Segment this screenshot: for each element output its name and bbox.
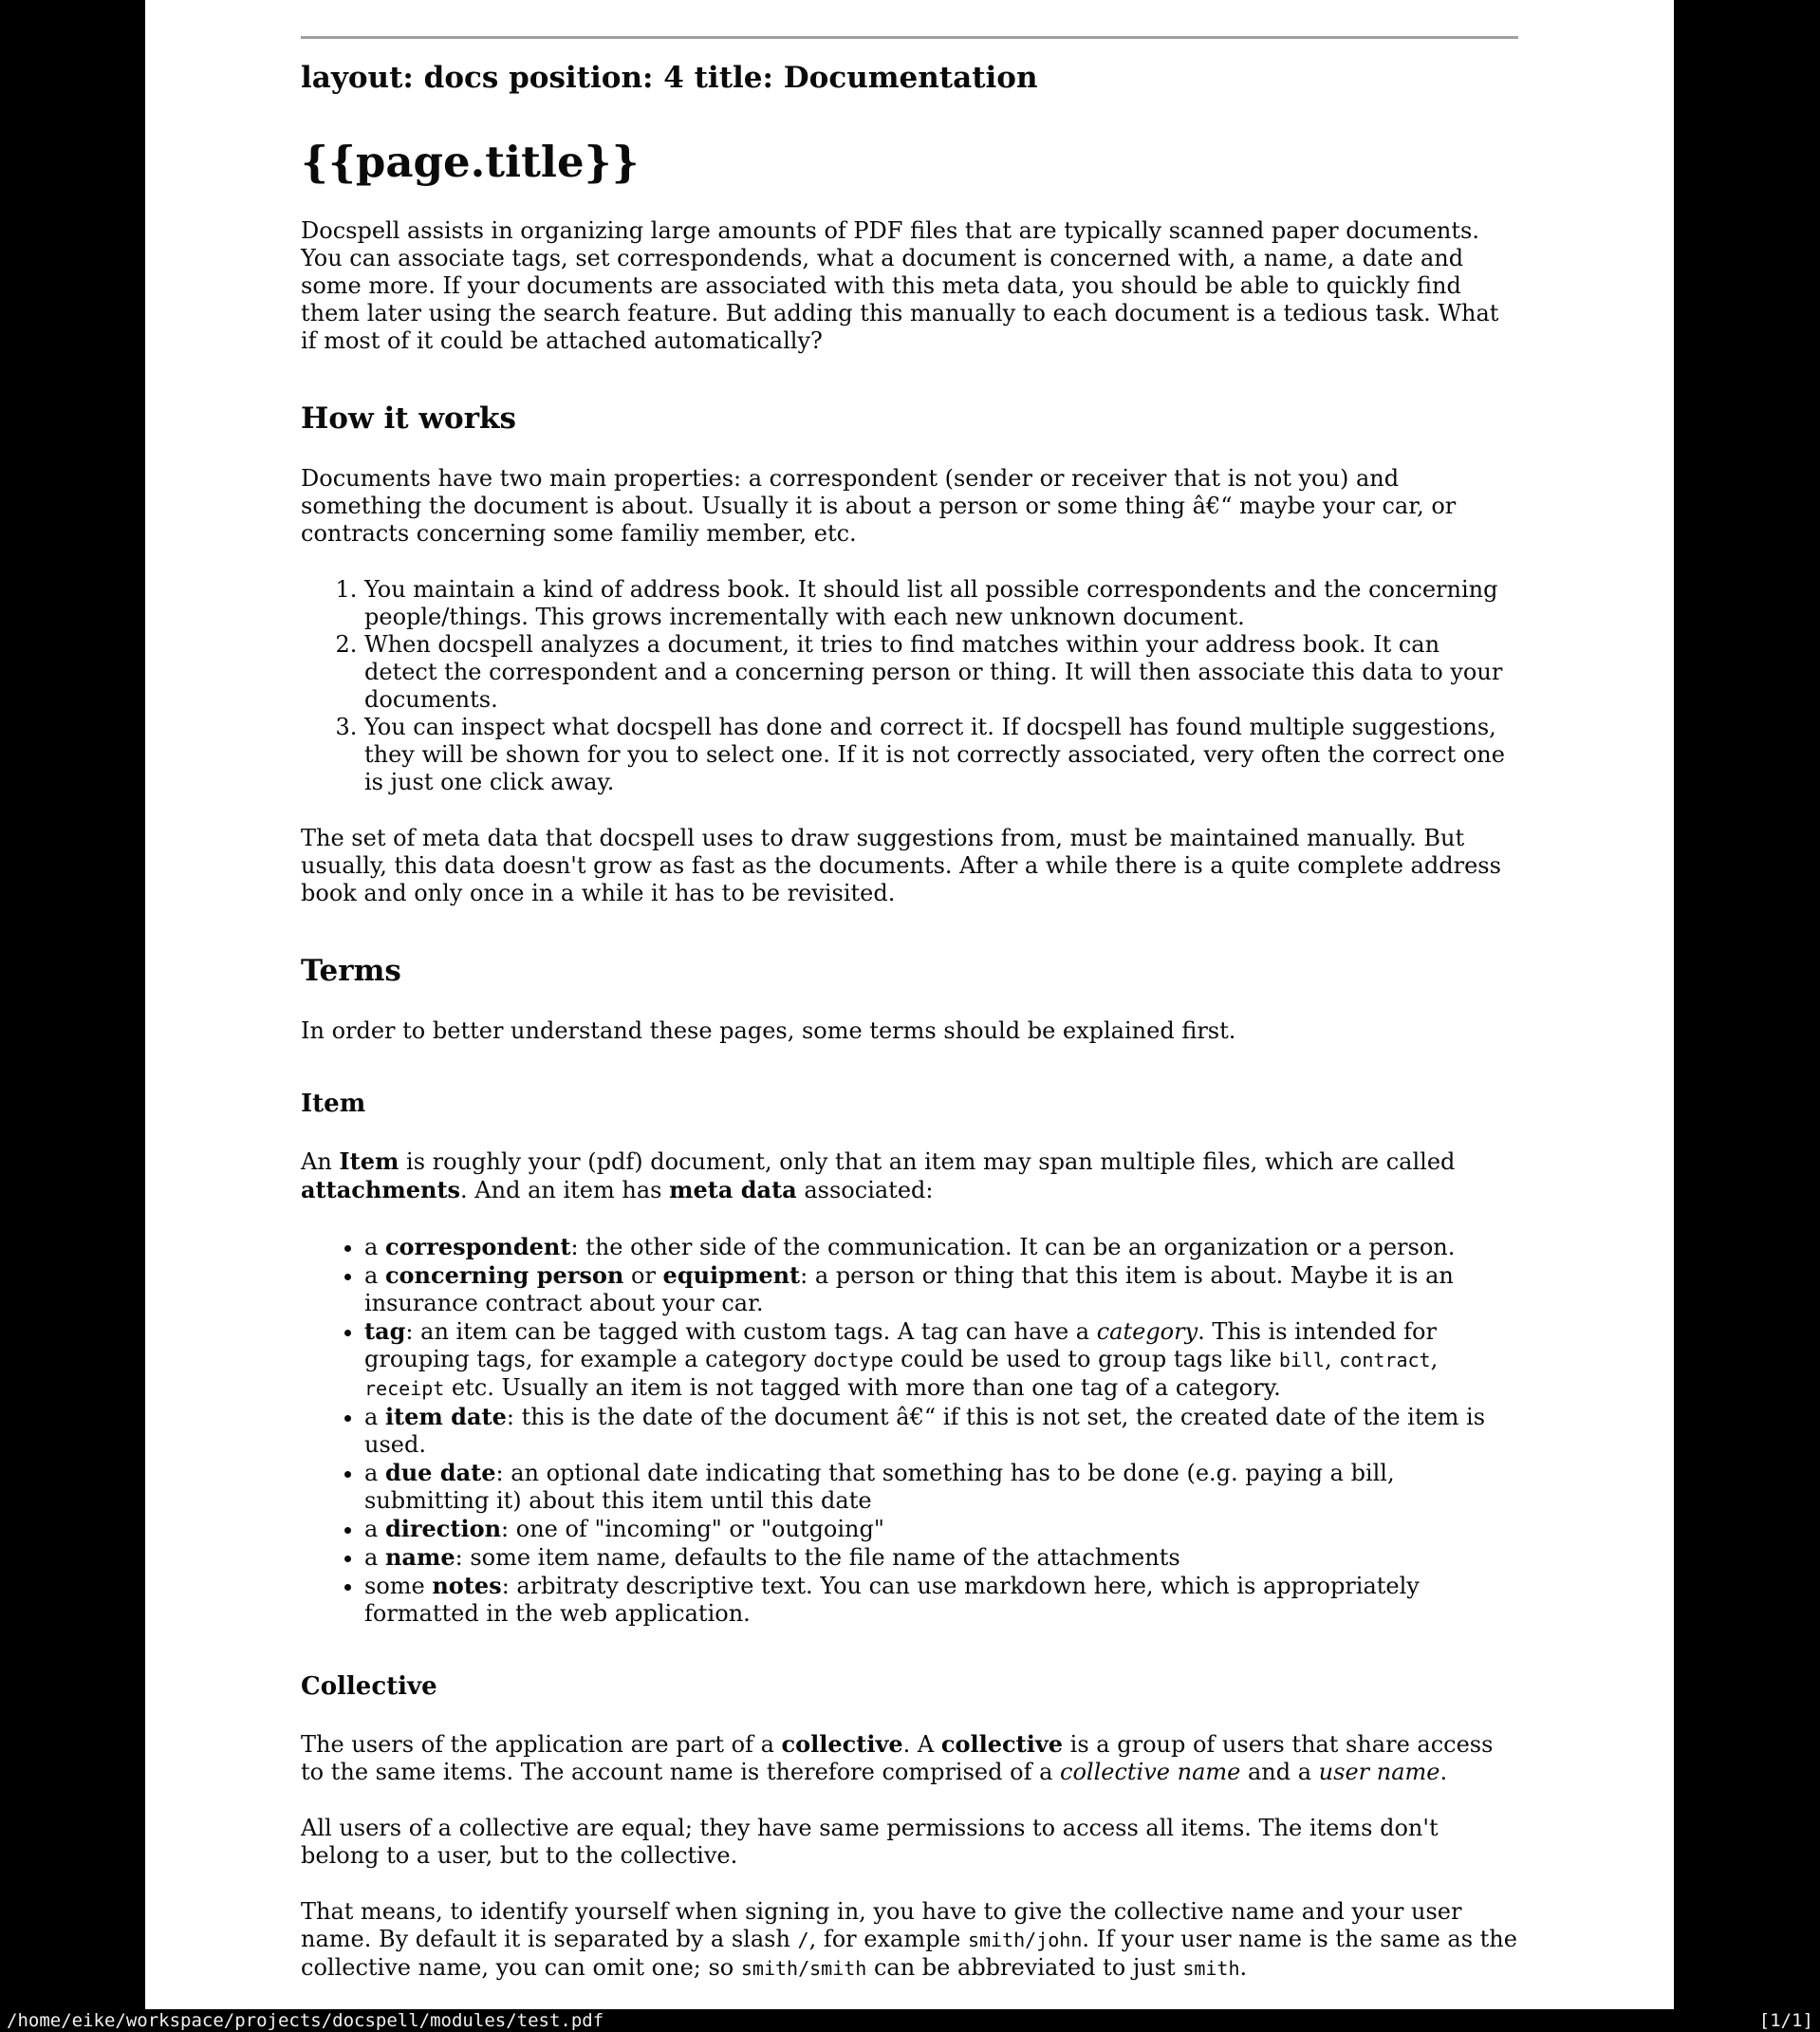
list-item: [364, 1233, 1518, 1261]
text-segment: direction: [384, 1515, 502, 1542]
text-segment: or: [623, 1262, 663, 1289]
meta-title-heading: layout: docs position: 4 title: Documentation: [301, 61, 1038, 95]
text-segment: . A: [902, 1731, 941, 1758]
text-segment: .: [1439, 1759, 1448, 1785]
text-segment: : one of "incoming" or "outgoing": [501, 1516, 884, 1542]
text-segment: : an optional date indicating that something has to be done (e.g. paying a bill, submitting it) about this item until this date: [364, 1460, 1395, 1514]
statusbar-file-path: /home/eike/workspace/projects/docspell/modules/test.pdf: [7, 2010, 604, 2031]
intro-paragraph: Docspell assists in organizing large amounts of PDF files that are typically scanned paper documents. You can associate tags, set correspondends, what a document is concerned with, a name, a date and some more. If your documents are associated with this meta data, you should be able to quickly find them later using the search feature. But adding this manually to each document is a tedious task. What if most of it could be attached automatically?: [301, 217, 1499, 354]
top-rule: [301, 36, 1518, 39]
text-segment: due date: [384, 1459, 496, 1486]
text-segment: tag: [364, 1317, 406, 1345]
text-segment: is roughly your (pdf) document, only that an item may span multiple files, which are called: [399, 1148, 1456, 1175]
list-item: 2. When docspell analyzes a document, it tries to find matches within your address book. It can detect the correspondent and a concerning person or thing. It will then associate this data to your documents.: [364, 631, 1518, 714]
text-segment: etc. Usually an item is not tagged with more than one tag of a category.: [444, 1374, 1281, 1401]
text-segment: ,: [1324, 1346, 1340, 1372]
list-item: [364, 1459, 1518, 1515]
section-heading-how-it-works: How it works: [301, 401, 516, 436]
text-segment: name: [384, 1543, 455, 1571]
text-segment: a: [364, 1262, 385, 1289]
text-segment: doctype: [813, 1349, 894, 1371]
list-item: [364, 1261, 1518, 1317]
text-segment: : some item name, defaults to the file name of the attachments: [455, 1544, 1180, 1571]
collective-paragraph-2: All users of a collective are equal; they have same permissions to access all items. The items don't belong to a user, but to the collective.: [301, 1815, 1439, 1869]
text-segment: a: [364, 1460, 385, 1486]
text-segment: category: [1096, 1318, 1198, 1345]
terms-intro-paragraph: In order to better understand these pages, some terms should be explained first.: [301, 1017, 1236, 1044]
text-segment: concerning person: [384, 1261, 624, 1289]
text-segment: user name: [1318, 1759, 1440, 1785]
text-segment: .: [1239, 1954, 1248, 1981]
text-segment: meta data: [669, 1176, 797, 1203]
collective-paragraph-1: [301, 1730, 1518, 1786]
document-content: [145, 36, 1674, 1983]
text-segment: : arbitraty descriptive text. You can use markdown here, which is appropriately formatted in the web application.: [364, 1573, 1420, 1627]
item-meta-data-list: [301, 1233, 1518, 1628]
text-segment: item date: [384, 1403, 507, 1430]
list-item: [364, 1317, 1518, 1403]
text-segment: . And an item has: [460, 1177, 670, 1203]
item-intro-paragraph: [301, 1147, 1518, 1204]
text-segment: An: [301, 1148, 340, 1175]
text-segment: collective: [940, 1730, 1064, 1758]
subsection-heading-item: Item: [301, 1090, 366, 1118]
list-item: [364, 1543, 1518, 1572]
how-it-works-steps-list: [301, 576, 1518, 796]
text-segment: bill: [1278, 1349, 1325, 1371]
list-item: [364, 1572, 1518, 1628]
list-item: 3. You can inspect what docspell has done and correct it. If docspell has found multiple suggestions, they will be shown for you to select one. If it is not correctly associated, very often the correct one is just one click away.: [364, 714, 1518, 796]
text-segment: . This is intended for grouping tags, for example a category: [364, 1318, 1437, 1372]
text-segment: Item: [339, 1147, 399, 1175]
text-segment: . If your user name is the same as the collective name, you can omit one; so: [301, 1926, 1517, 1981]
text-segment: a: [364, 1234, 385, 1260]
list-item: [364, 1515, 1518, 1543]
page-title-heading: {{page.title}}: [301, 137, 640, 187]
text-segment: could be used to group tags like: [893, 1346, 1279, 1372]
statusbar-page-indicator: [1/1]: [1758, 2010, 1813, 2031]
text-segment: : the other side of the communication. It can be an organization or a person.: [570, 1234, 1456, 1260]
text-segment: collective: [781, 1730, 903, 1758]
list-item: 1. You maintain a kind of address book. It should list all possible correspondents and the concerning people/things. This grows incrementally with each new unknown document.: [364, 576, 1518, 631]
pdf-page: [145, 0, 1674, 2009]
list-item: [364, 1403, 1518, 1459]
text-segment: some: [364, 1573, 433, 1599]
how-it-works-outro-paragraph: The set of meta data that docspell uses to draw suggestions from, must be maintained manually. But usually, this data doesn't grow as fast as the documents. After a while there is a quite complete address book and only once in a while it has to be revisited.: [301, 825, 1501, 906]
text-segment: correspondent: [384, 1233, 571, 1260]
text-segment: , for example: [808, 1926, 968, 1952]
text-segment: contract: [1339, 1349, 1431, 1371]
text-segment: can be abbreviated to just: [866, 1954, 1183, 1981]
text-segment: smith: [1182, 1957, 1240, 1980]
text-segment: a: [364, 1516, 385, 1542]
text-segment: : an item can be tagged with custom tags. A tag can have a: [405, 1318, 1097, 1345]
text-segment: ,: [1430, 1346, 1439, 1372]
text-segment: : a person or thing that this item is about. Maybe it is an insurance contract about your car.: [364, 1262, 1454, 1316]
text-segment: smith/smith: [740, 1957, 867, 1980]
how-it-works-intro-paragraph: Documents have two main properties: a correspondent (sender or receiver that is not you) and something the document is about. Usually it is about a person or some thing â€“ maybe your car, or contracts concerning some familiy member, etc.: [301, 465, 1457, 547]
text-segment: a: [364, 1544, 385, 1571]
text-segment: associated:: [796, 1177, 934, 1203]
text-segment: That means, to identify yourself when signing in, you have to give the collective name and your user name. By default it is separated by a slash: [301, 1898, 1462, 1952]
text-segment: notes: [432, 1572, 502, 1599]
text-segment: /: [797, 1929, 809, 1951]
subsection-heading-collective: Collective: [301, 1672, 437, 1701]
text-segment: : this is the date of the document â€“ if this is not set, the created date of the item is used.: [364, 1404, 1486, 1458]
text-segment: collective name: [1060, 1759, 1241, 1785]
text-segment: smith/john: [967, 1929, 1083, 1951]
text-segment: The users of the application are part of a: [301, 1731, 782, 1758]
section-heading-terms: Terms: [301, 954, 401, 988]
collective-paragraph-3: [301, 1898, 1518, 1983]
text-segment: equipment: [662, 1261, 801, 1289]
text-segment: and a: [1240, 1759, 1319, 1785]
text-segment: a: [364, 1404, 385, 1430]
statusbar: [0, 2009, 1820, 2032]
text-segment: is a group of users that share access to the same items. The account name is therefore comprised of a: [301, 1731, 1494, 1785]
text-segment: attachments: [301, 1176, 461, 1203]
text-segment: receipt: [364, 1377, 445, 1400]
